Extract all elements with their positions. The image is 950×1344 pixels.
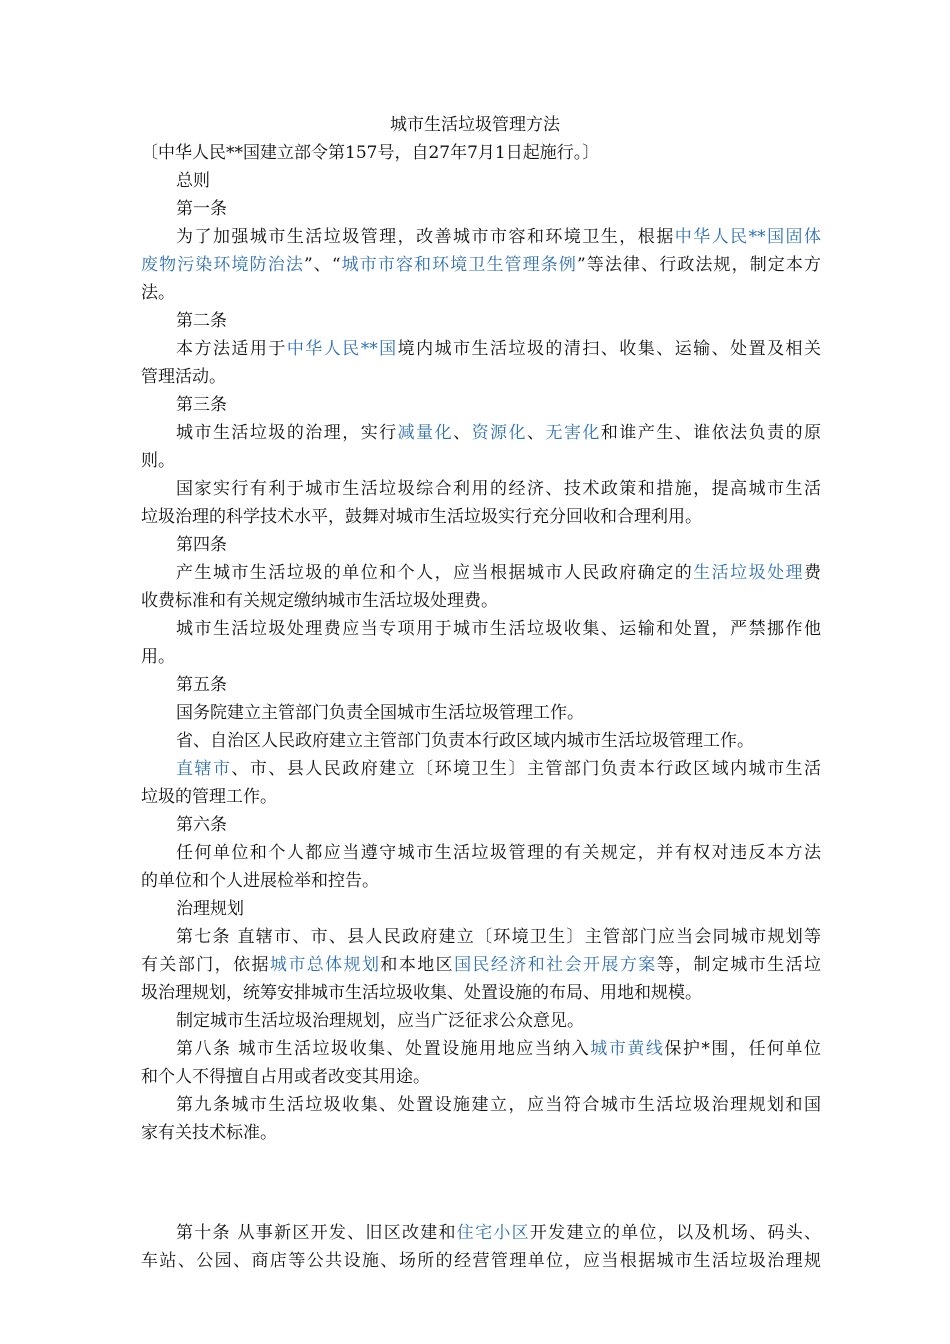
text-segment: 第八条 城市生活垃圾收集、处置设施用地应当纳入 [176,1039,591,1059]
article-8-line-2: 和个人不得擅自占用或者改变其用途。 [141,1067,430,1087]
decree-note: 〔中华人民**国建立部令第157号，自27年7月1日起施行。〕 [141,143,600,163]
article-7-line-3: 圾治理规划，统筹安排城市生活垃圾收集、处置设施的布局、用地和规模。 [141,983,702,1003]
article-7-line-1: 第七条 直辖市、市、县人民政府建立〔环境卫生〕主管部门应当会同城市规划等 [176,927,821,947]
harmless-link[interactable]: 无害化 [545,423,601,443]
text-segment: 开发建立的单位，以及机场、码头、 [529,1223,822,1243]
resource-link[interactable]: 资源化 [471,423,527,443]
article-5-para-3-line-2: 垃圾的管理工作。 [141,787,277,807]
article-7-line-2 [141,953,821,977]
economic-plan-link[interactable]: 国民经济和社会开展方案 [454,955,657,975]
master-plan-link[interactable]: 城市总体规划 [269,955,381,975]
law-link[interactable]: 废物污染环境防治法 [141,255,304,275]
article-1-line-3: 法。 [141,283,175,303]
article-3-line-2: 则。 [141,451,175,471]
regulation-link[interactable]: 城市市容和环境卫生管理条例 [340,255,577,275]
article-2-line-2: 管理活动。 [141,367,226,387]
text-segment: 和谁产生、谁依法负责的原 [600,423,822,443]
article-5-para-2: 省、自治区人民政府建立主管部门负责本行政区域内城市生活垃圾管理工作。 [176,731,754,751]
article-4-para-2-line-1: 城市生活垃圾处理费应当专项用于城市生活垃圾收集、运输和处置，严禁挪作他 [176,619,821,639]
text-segment: 费 [804,563,822,583]
article-4-para-2-line-2: 用。 [141,647,175,667]
article-5-para-3-line-1 [176,757,821,781]
text-segment: 境内城市生活垃圾的清扫、收集、运输、处置及相关 [397,339,822,359]
text-segment: 为了加强城市生活垃圾管理，改善城市市容和环境卫生，根据 [176,227,675,247]
municipality-link[interactable]: 直辖市 [176,759,232,779]
text-segment: 、 [453,423,472,443]
text-segment: 、 [526,423,546,443]
text-segment: 有关部门，依据 [141,955,270,975]
text-segment: ”等法律、行政法规，制定本方 [576,255,822,275]
article-1-line-1 [176,225,821,249]
article-5-heading: 第五条 [176,675,227,695]
article-3-line-1 [176,421,821,445]
article-1-heading: 第一条 [176,199,227,219]
text-segment: 保护*围，任何单位 [664,1039,822,1059]
article-7-para-2: 制定城市生活垃圾治理规划，应当广泛征求公众意见。 [176,1011,584,1031]
article-9-line-1: 第九条城市生活垃圾收集、处置设施建立，应当符合城市生活垃圾治理规划和国 [176,1095,821,1115]
garbage-treatment-link[interactable]: 生活垃圾处理 [693,563,805,583]
article-2-line-1 [176,337,821,361]
article-6-line-1: 任何单位和个人都应当遵守城市生活垃圾管理的有关规定，并有权对违反本方法 [176,843,821,863]
article-5-para-1: 国务院建立主管部门负责全国城市生活垃圾管理工作。 [176,703,584,723]
text-segment: 等，制定城市生活垃 [656,955,822,975]
text-segment: ”、“ [303,255,341,275]
text-segment: 、市、县人民政府建立〔环境卫生〕主管部门负责本行政区域内城市生活 [231,759,822,779]
text-segment: 产生城市生活垃圾的单位和个人，应当根据城市人民政府确定的 [176,563,694,583]
country-link[interactable]: 中华人民**国 [286,339,398,359]
article-4-heading: 第四条 [176,535,227,555]
article-4-line-2: 收费标准和有关规定缴纳城市生活垃圾处理费。 [141,591,498,611]
article-8-line-1 [176,1037,821,1061]
article-3-para-2-line-1: 国家实行有利于城市生活垃圾综合利用的经济、技术政策和措施，提高城市生活 [176,479,821,499]
text-segment: 和本地区 [380,955,455,975]
article-3-heading: 第三条 [176,395,227,415]
text-segment: 城市生活垃圾的治理，实行 [176,423,398,443]
residential-link[interactable]: 住宅小区 [456,1223,530,1243]
yellow-line-link[interactable]: 城市黄线 [590,1039,665,1059]
article-6-heading: 第六条 [176,815,227,835]
article-2-heading: 第二条 [176,311,227,331]
text-segment: 第十条 从事新区开发、旧区改建和 [176,1223,457,1243]
article-9-line-2: 家有关技术标准。 [141,1123,277,1143]
text-segment: 本方法适用于 [176,339,287,359]
article-4-line-1 [176,561,821,585]
article-6-line-2: 的单位和个人进展检举和控告。 [141,871,379,891]
section-heading-planning: 治理规划 [176,899,244,919]
article-10-line-1 [176,1221,821,1245]
article-1-line-2 [141,253,821,277]
article-10-line-2: 车站、公园、商店等公共设施、场所的经营管理单位，应当根据城市生活垃圾治理规 [141,1251,821,1271]
law-link[interactable]: 中华人民**国固体 [674,227,822,247]
reduction-link[interactable]: 减量化 [397,423,454,443]
article-3-para-2-line-2: 垃圾治理的科学技术水平，鼓舞对城市生活垃圾实行充分回收和合理利用。 [141,507,702,527]
section-heading-general: 总则 [176,171,210,191]
document-title: 城市生活垃圾管理方法 [390,115,560,135]
